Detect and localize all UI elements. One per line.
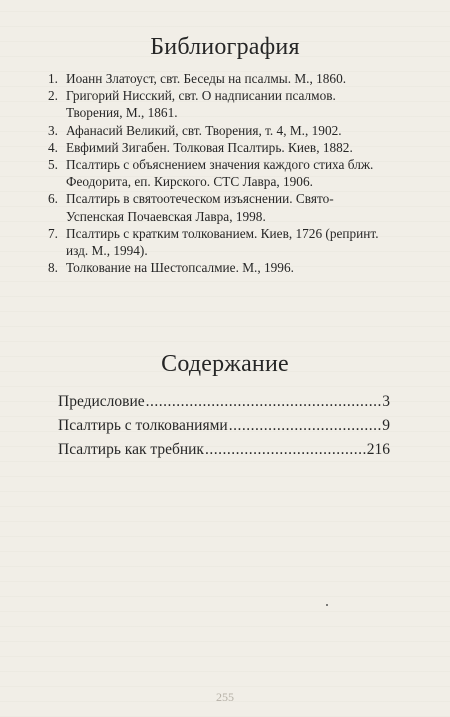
bibliography-list bbox=[48, 70, 388, 276]
page-number: 255 bbox=[216, 690, 234, 704]
toc-entry-title: Псалтирь как требник bbox=[58, 441, 204, 458]
bibliography-item: 2. Григорий Нисский, свт. О надписании псалмов. Творения, М., 1861. bbox=[48, 88, 336, 121]
bibliography-item: 5. Псалтирь с объяснением значения каждого стиха блж. Феодорита, еп. Кирского. СТС Лавра, 1906. bbox=[48, 157, 374, 190]
toc-leader-dots bbox=[205, 438, 366, 462]
toc-entry-page: 9 bbox=[382, 417, 390, 434]
bibliography-title: Библиография bbox=[150, 34, 300, 60]
stray-ink-dot bbox=[326, 604, 328, 606]
bibliography-item: 1. Иоанн Златоуст, свт. Беседы на псалмы. М., 1860. bbox=[48, 71, 347, 86]
toc-entry bbox=[58, 438, 390, 462]
toc-entry-title: Предисловие bbox=[58, 393, 145, 410]
toc-entry bbox=[58, 390, 390, 414]
bibliography-item: 4. Евфимий Зигабен. Толковая Псалтирь. Киев, 1882. bbox=[48, 139, 353, 155]
toc-leader-dots bbox=[229, 414, 382, 438]
toc-entry-title: Псалтирь с толкованиями bbox=[58, 417, 228, 434]
bibliography-item: 7. Псалтирь с кратким толкованием. Киев, 1726 (репринт. изд. М., 1994). bbox=[48, 225, 379, 259]
bibliography-item: 3. Афанасий Великий, свт. Творения, т. 4, М., 1902. bbox=[48, 122, 342, 138]
toc-leader-dots bbox=[146, 390, 382, 414]
bibliography-item: 6. Псалтирь в святоотеческом изъяснении. Свято-Успенская Почаевская Лавра, 1998. bbox=[48, 191, 334, 224]
toc-entry-page: 216 bbox=[366, 441, 390, 458]
bibliography-item: 8. Толкование на Шестопсалмие. М., 1996. bbox=[48, 260, 294, 276]
toc-entry bbox=[58, 414, 390, 438]
toc-entry-page: 3 bbox=[382, 393, 390, 410]
contents-title: Содержание bbox=[161, 351, 289, 377]
table-of-contents bbox=[58, 390, 390, 462]
